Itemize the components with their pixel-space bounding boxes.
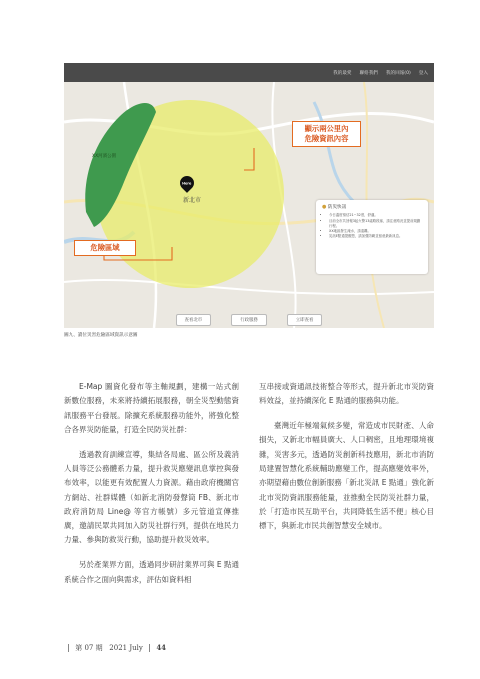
page-number: 44 xyxy=(156,643,167,652)
alert-info-card xyxy=(316,200,428,274)
topbar-login[interactable]: 登入 xyxy=(418,70,428,76)
body-column-right xyxy=(259,380,434,544)
map-topbar xyxy=(64,63,434,82)
info-item: • 目前全市共回報3起火警13處路段塞，請注意路況並提前規劃行程。 xyxy=(329,219,422,230)
city-label: 新北市 xyxy=(183,197,202,204)
map-button-city[interactable]: 查看北市 xyxy=(176,314,212,326)
footer-divider xyxy=(149,644,150,652)
topbar-favorites[interactable]: 我的最愛 xyxy=(333,70,352,76)
topbar-contact[interactable]: 聯絡我們 xyxy=(359,70,378,76)
alert-icon: ● xyxy=(322,204,327,210)
footer-issue: 第 07 期 xyxy=(75,644,103,652)
topbar-reports[interactable]: 我的回報(0) xyxy=(385,70,411,76)
map-button-bar xyxy=(64,312,434,328)
map-screenshot xyxy=(64,63,434,328)
green-zone-label: XX河濱公園 xyxy=(92,154,117,159)
info-item: • 災訊E點通提醒您，請加強防範並留意最新訊息。 xyxy=(329,234,422,239)
callout-public-info xyxy=(292,121,361,147)
paragraph: 互串接或資通訊技術整合等形式，提升新北市災防資料效益，並持續深化 E 點通的服務與功能。 xyxy=(259,382,434,406)
paragraph: 另於產業界方面，透過同步研討業界可與 E 點通系統合作之面向與需求，評估如資料相 xyxy=(64,560,239,584)
callout-danger-text: 危險區域 xyxy=(90,243,120,252)
info-card-title-text: 防災快訊 xyxy=(327,205,347,210)
map-button-service[interactable]: 行政服務 xyxy=(231,314,267,326)
callout-danger-zone xyxy=(74,240,136,256)
paragraph: 透過教育訓練宣導，集結各局處、區公所及義消人員等泛公務體系力量，提升救災應變訊息掌控與發布效率，以能更有效配置人力資源。藉由政府機關官方網站、社群媒體（如新北消防發聲筒 FB、新北市政府消防局 Line@ 等官方帳號）多元管道宣傳推廣，邀請民眾共同加入防災社群行列，提供在地民力力量、參與防救災行動，協助提升救災效率。 xyxy=(64,449,239,545)
figure-caption: 圖九、讀位災害危險區域資訊示意圖 xyxy=(64,333,138,338)
info-card-title xyxy=(322,205,422,210)
paragraph: E-Map 圖資化發布等主軸規劃，建構一站式創新數位服務，未來將持續拓展服務，朝全災型動態資訊服務平台發展。除擴充系統服務功能外，將強化整合各界災防能量，打造全民防災社群： xyxy=(64,382,239,434)
map-button-view[interactable]: 立即查看 xyxy=(287,314,323,326)
info-item: • XX地區發生淹水，請遠離。 xyxy=(329,229,422,234)
pin-label: Here xyxy=(182,181,192,186)
info-item: • 今日溫度預估21~32度，舒適。 xyxy=(329,213,422,218)
callout-public-text: 顯示兩公里內 危險資訊內容 xyxy=(304,124,349,143)
paragraph: 臺灣近年極端氣候多變，常造成市民財產、人命損失，又新北市幅員廣大、人口稠密，且地理環境複雜，災害多元，透過防災創新科技應用，新北市消防局建置智慧化系統輔助應變工作，提高應變效率外，亦期望藉由數位創新服務「新北災訊 E 點通」強化新北市災防資訊服務能量，並推動全民防災社群力量，於「打造市民互助平台，共同降低生活不便」核心目標下，與新北市民共創智慧安全城市。 xyxy=(259,421,434,531)
body-column-left xyxy=(64,380,239,597)
footer-date: 2021 July xyxy=(109,644,143,652)
page-footer xyxy=(64,643,166,653)
footer-divider xyxy=(68,644,69,652)
